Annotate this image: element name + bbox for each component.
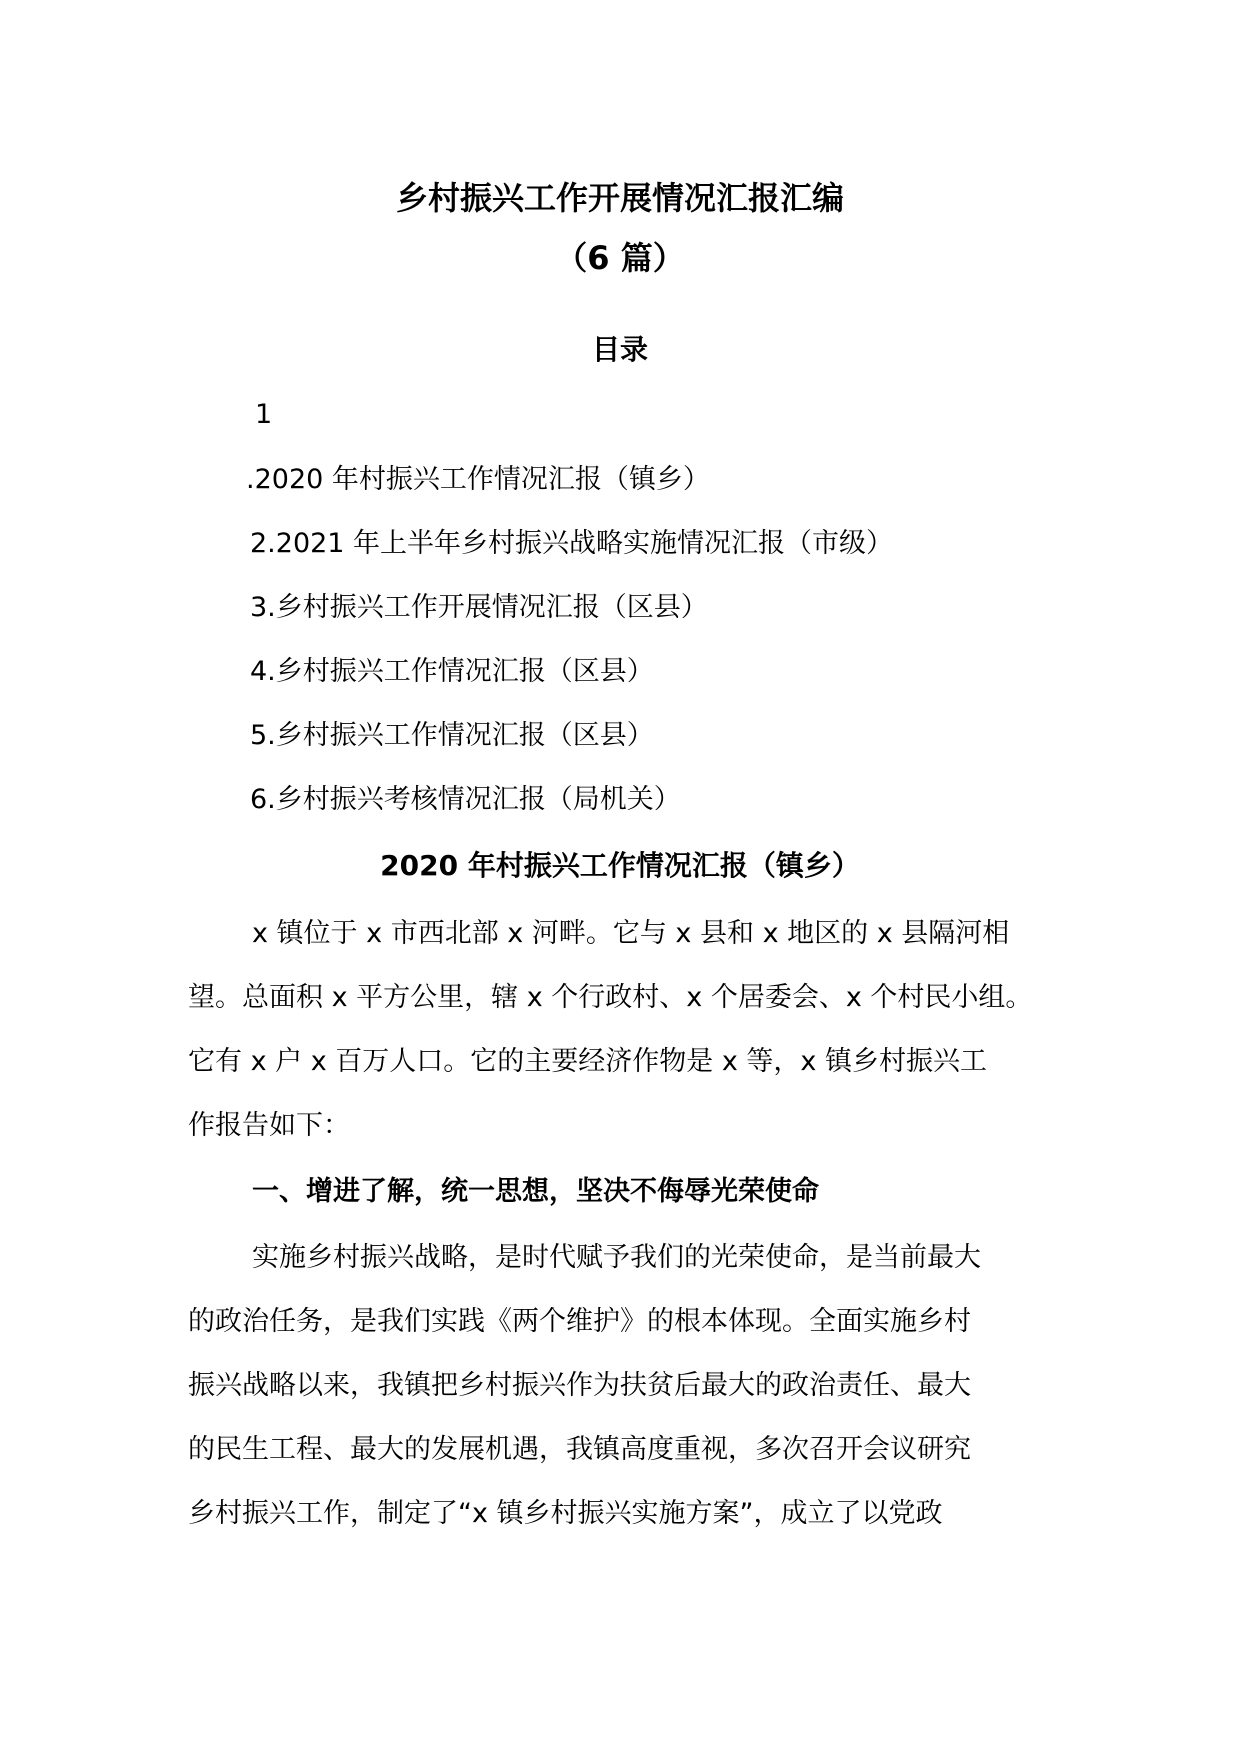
- paragraph-line: 望。总面积 x 平方公里，辖 x 个行政村、x 个居委会、x 个村民小组。: [188, 982, 1033, 1013]
- doc-title: 乡村振兴工作开展情况汇报汇编: [395, 179, 844, 217]
- toc-item: 5.乡村振兴工作情况汇报（区县）: [250, 720, 654, 751]
- paragraph-line: 的民生工程、最大的发展机遇，我镇高度重视，多次召开会议研究: [188, 1434, 971, 1465]
- toc-item: .2020 年村振兴工作情况汇报（镇乡）: [246, 464, 710, 495]
- paragraph-line: 振兴战略以来，我镇把乡村振兴作为扶贫后最大的政治责任、最大: [188, 1370, 971, 1401]
- doc-subtitle: （6 篇）: [555, 239, 685, 277]
- paragraph-line: 的政治任务，是我们实践《两个维护》的根本体现。全面实施乡村: [188, 1306, 971, 1337]
- toc-item: 1: [255, 399, 273, 430]
- paragraph-line: x 镇位于 x 市西北部 x 河畔。它与 x 县和 x 地区的 x 县隔河相: [252, 918, 1010, 949]
- paragraph-line: 作报告如下：: [188, 1110, 350, 1141]
- toc-item: 3.乡村振兴工作开展情况汇报（区县）: [250, 592, 708, 623]
- section-heading: 一、增进了解，统一思想，坚决不侮辱光荣使命: [252, 1176, 819, 1207]
- toc-item: 2.2021 年上半年乡村振兴战略实施情况汇报（市级）: [250, 528, 894, 559]
- toc-item: 6.乡村振兴考核情况汇报（局机关）: [250, 784, 681, 815]
- toc-heading: 目录: [591, 333, 648, 366]
- toc-item: 4.乡村振兴工作情况汇报（区县）: [250, 656, 654, 687]
- paragraph-line: 实施乡村振兴战略，是时代赋予我们的光荣使命，是当前最大: [252, 1242, 981, 1273]
- paragraph-line: 乡村振兴工作，制定了“x 镇乡村振兴实施方案”，成立了以党政: [188, 1498, 943, 1529]
- paragraph-line: 它有 x 户 x 百万人口。它的主要经济作物是 x 等，x 镇乡村振兴工: [188, 1046, 987, 1077]
- section-title: 2020 年村振兴工作情况汇报（镇乡）: [380, 849, 860, 882]
